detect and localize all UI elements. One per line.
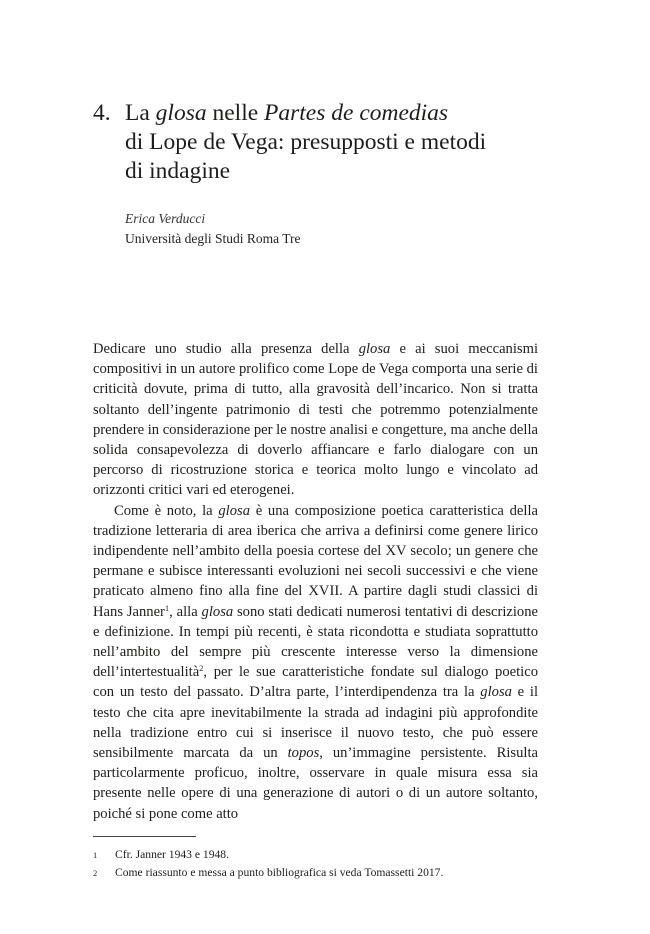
body-text bbox=[93, 339, 538, 824]
footnote-ref-1[interactable]: 1 bbox=[164, 602, 170, 613]
footnote-text: Come riassunto e messa a punto bibliografica si veda Tomassetti 2017. bbox=[115, 866, 444, 879]
paragraph-1: Dedicare uno studio alla presenza della glosa e ai suoi meccanismi compositivi in un autore prolifico come Lope de Vega comporta una serie di criticità dovute, prima di tutto, alla gravosità dell’incarico. Non si tratta soltanto dell’ingente patrimonio di testi che potremmo potenzialmente prendere in considerazione per le nostre analisi e congetture, ma anche della solida consapevolezza di doverlo affiancare e farlo dialogare con un percorso di ricostruzione storica e teorica molto lungo e vincolato ad orizzonti critici vari ed eterogenei. bbox=[93, 341, 538, 499]
chapter-heading bbox=[93, 99, 563, 186]
chapter-number: 4. bbox=[93, 100, 111, 126]
chapter-title: La glosa nelle Partes de comedias di Lope de Vega: presupposti e metodi di indagine bbox=[125, 100, 487, 184]
footnote-divider bbox=[93, 836, 196, 837]
footnotes bbox=[93, 846, 538, 882]
footnote-mark: 2 bbox=[93, 868, 98, 878]
footnote-1 bbox=[93, 846, 538, 864]
footnote-text: Cfr. Janner 1943 e 1948. bbox=[115, 848, 229, 861]
paragraph-2: Come è noto, la glosa è una composizione poetica caratteristica della tradizione letteraria di area iberica che arriva a definirsi come genere lirico indipendente nell’ambito della poesia cortese del XV secolo; un genere che permane e subisce interessanti evoluzioni nei secoli successivi e che viene praticato almeno fino alla fine del XVII. A partire dagli studi classici di Hans Janner$^1$, alla glosa sono stati dedicati numerosi tentativi di descrizione e definizione. In tempi più recenti, è stata ricondotta e studiata soprattutto nell’ambito del sempre più crescente interesse verso la dimensione dell’intertestualità$^2$, per le sue caratteristiche fondate sul dialogo poetico con un testo del passato. D’altra parte, l’interdipendenza tra la glosa e il testo che cita apre inevitabilmente la strada ad indagini più approfondite nella tradizione entro cui si inserisce il nuovo testo, che può essere sensibilmente marcata da un topos, un’immagine persistente. Risulta particolarmente proficuo, inoltre, osservare in quale misura essa sia presente nelle opere di una generazione di autori o di un autore soltanto, poiché si pone come atto bbox=[93, 502, 538, 822]
footnote-mark: 1 bbox=[93, 850, 98, 860]
footnote-2 bbox=[93, 864, 538, 882]
author-name: Erica Verducci bbox=[125, 211, 206, 226]
footnote-ref-2[interactable]: 2 bbox=[199, 663, 204, 674]
author-affiliation: Università degli Studi Roma Tre bbox=[125, 231, 301, 246]
